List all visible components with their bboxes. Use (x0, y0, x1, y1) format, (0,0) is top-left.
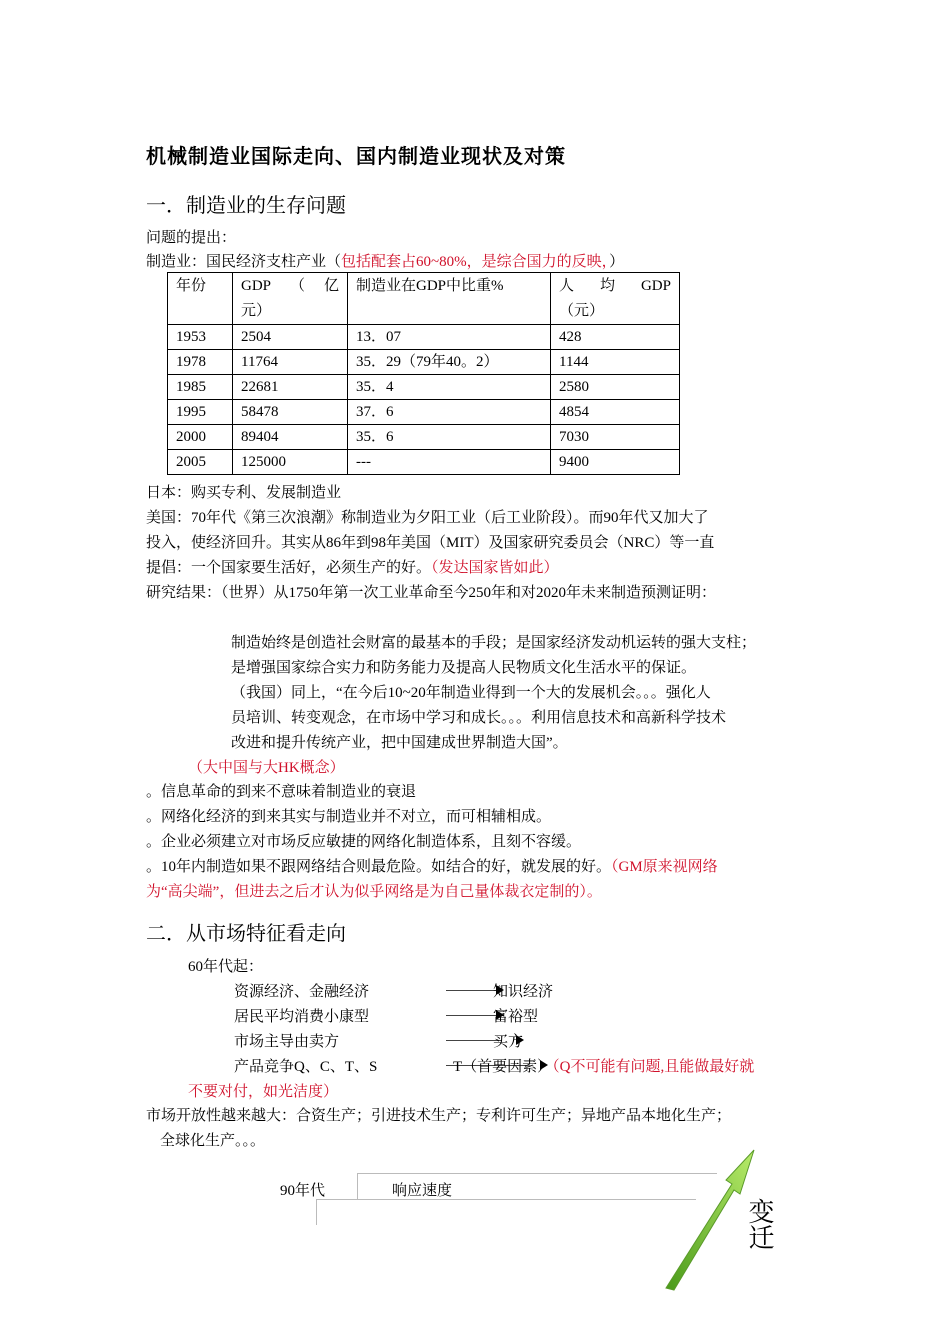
trend-to-1: 知识经济 (493, 984, 554, 1000)
japan-line: 日本：购买专利、发展制造业 (146, 485, 342, 501)
cell-year: 2000 (168, 425, 233, 450)
cell-year: 1985 (168, 375, 233, 400)
sixties-label: 60年代起： (188, 959, 264, 975)
page-title: 机械制造业国际走向、国内制造业现状及对策 (146, 144, 566, 168)
quote-line-2: 是增强国家综合实力和防务能力及提高人民物质文化生活水平的保证。 (231, 660, 697, 676)
manufacturing-red-note: 包括配套占60~80%，是综合国力的反映， (341, 254, 610, 270)
trend-from-1: 资源经济、金融经济 (234, 984, 370, 1000)
quote-line-3: （我国）同上，“在今后10~20年制造业得到一个大的发展机会。。。强化人 (231, 685, 711, 701)
header-pc-d: （元） (559, 303, 605, 319)
cell-share: 37．6 (348, 400, 551, 425)
trend-from-2: 居民平均消费小康型 (234, 1009, 370, 1025)
change-label: 变迁 (744, 1198, 774, 1250)
cell-year: 2005 (168, 450, 233, 475)
table-row (168, 400, 680, 425)
cell-gdp: 58478 (233, 400, 348, 425)
cell-gdp: 2504 (233, 325, 348, 350)
cell-share: 35．29（79年40。2） (348, 350, 551, 375)
bullet-5-red: 为“高尖端”，但进去之后才认为似乎网络是为自己量体裁衣定制的）。 (146, 884, 602, 900)
usa-line-3 (146, 556, 559, 581)
header-gdp-d: 元） (241, 303, 272, 319)
cell-year: 1995 (168, 400, 233, 425)
table-row (168, 350, 680, 375)
bullet-2: 。网络化经济的到来其实与制造业并不对立，而可相辅相成。 (146, 809, 552, 825)
header-gdp-c: 亿 (323, 278, 339, 294)
cell-per-capita: 2580 (551, 375, 680, 400)
open-line-1: 市场开放性越来越大：合资生产；引进技术生产；专利许可生产；异地产品本地化生产； (146, 1108, 732, 1124)
usa-line-1: 美国：70年代《第三次浪潮》称制造业为夕阳工业（后工业阶段）。而90年代又加大了 (146, 510, 709, 526)
trend-to-2: 富裕型 (493, 1009, 539, 1025)
table-row (168, 450, 680, 475)
quote-line-1: 制造始终是创造社会财富的最基本的手段；是国家经济发动机运转的强大支柱； (231, 635, 757, 651)
cell-share: --- (348, 450, 551, 475)
bullet-1: 。信息革命的到来不意味着制造业的衰退 (146, 784, 417, 800)
open-line-2: 全球化生产。。。 (160, 1133, 266, 1149)
cell-per-capita: 1144 (551, 350, 680, 375)
header-gdp-b: （ (289, 278, 305, 294)
cell-share: 35．6 (348, 425, 551, 450)
header-pc-b: 均 (599, 278, 615, 294)
bullet-4 (146, 855, 718, 880)
table-row (168, 325, 680, 350)
trend-to-4 (453, 1055, 754, 1080)
hk-note: （大中国与大HK概念） (188, 760, 345, 776)
q-note-1: （Q不可能有问题,且能做最好就 (552, 1059, 755, 1075)
section-1-heading: 一．制造业的生存问题 (146, 193, 346, 217)
cell-share: 35．4 (348, 375, 551, 400)
cell-gdp: 89404 (233, 425, 348, 450)
cell-per-capita: 4854 (551, 400, 680, 425)
bullet-4-text: 。10年内制造如果不跟网络结合则最危险。如结合的好，就发展的好。 (146, 859, 612, 875)
header-per-capita (551, 273, 680, 325)
diagram-left-tick (357, 1173, 358, 1199)
cell-gdp: 11764 (233, 350, 348, 375)
usa-line-3-text: 提倡：一个国家要生活好，必须生产的好。 (146, 560, 432, 576)
cell-year: 1978 (168, 350, 233, 375)
manufacturing-prefix: 制造业：国民经济支柱产业（ (146, 254, 342, 270)
bullet-3: 。企业必须建立对市场反应敏捷的网络化制造体系，且刻不容缓。 (146, 834, 582, 850)
cell-per-capita: 7030 (551, 425, 680, 450)
table-row (168, 425, 680, 450)
trend-to-3: 买方 (493, 1034, 524, 1050)
quote-line-4: 员培训、转变观念，在市场中学习和成长。。。利用信息技术和高新科学技术 (231, 710, 727, 726)
header-pc-c: GDP (640, 278, 671, 294)
cell-share: 13．07 (348, 325, 551, 350)
q-note-2: 不要对付，如光洁度） (188, 1084, 339, 1100)
header-share: 制造业在GDP中比重% (348, 273, 551, 325)
header-gdp (233, 273, 348, 325)
trend-to-4-text: T（首要因素） (453, 1059, 553, 1075)
intro-line: 问题的提出： (146, 230, 237, 246)
quote-line-5: 改进和提升传统产业，把中国建成世界制造大国”。 (231, 735, 568, 751)
speed-label: 响应速度 (392, 1183, 453, 1199)
cell-gdp: 22681 (233, 375, 348, 400)
header-gdp-a: GDP (241, 278, 272, 294)
cell-gdp: 125000 (233, 450, 348, 475)
table-header-row (168, 273, 680, 325)
cell-year: 1953 (168, 325, 233, 350)
usa-line-3-red: （发达国家皆如此） (431, 560, 559, 576)
header-pc-a: 人 (559, 278, 575, 294)
diagram-mid-line (316, 1199, 696, 1200)
gdp-table (167, 272, 680, 475)
cell-per-capita: 428 (551, 325, 680, 350)
manufacturing-suffix: ） (609, 254, 625, 270)
bullet-4-red: （GM原来视网络 (611, 859, 718, 875)
table-row (168, 375, 680, 400)
research-line: 研究结果：（世界）从1750年第一次工业革命至今250年和对2020年未来制造预测证明： (146, 585, 717, 601)
cell-per-capita: 9400 (551, 450, 680, 475)
trend-from-3: 市场主导由卖方 (234, 1034, 340, 1050)
trend-from-4: 产品竞争Q、C、T、S (234, 1059, 378, 1075)
usa-line-2: 投入，使经济回升。其实从86年到98年美国（MIT）及国家研究委员会（NRC）等一直 (146, 535, 715, 551)
nineties-label: 90年代 (280, 1183, 326, 1199)
header-year: 年份 (168, 273, 233, 325)
section-2-heading: 二．从市场特征看走向 (146, 921, 346, 945)
